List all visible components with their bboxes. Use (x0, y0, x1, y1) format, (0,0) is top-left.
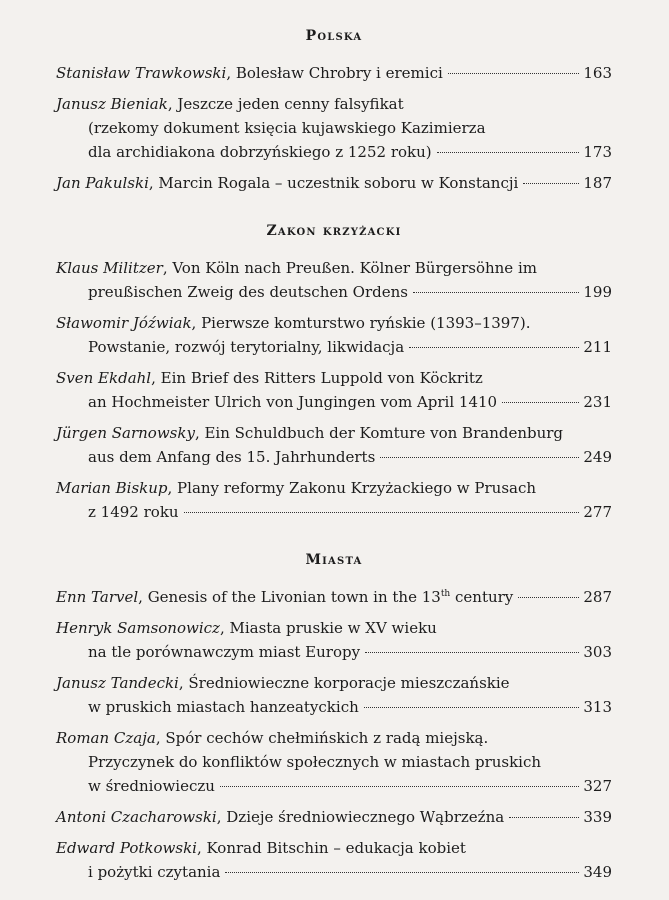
entry-line (56, 585, 612, 609)
section-title: Zakon krzyżacki (266, 223, 402, 239)
entry-line (56, 860, 612, 884)
entry-line (56, 171, 612, 195)
entry-text (56, 171, 518, 195)
section-title: Miasta (305, 552, 363, 568)
entry-title: , Średniowieczne korporacje mieszczańskie (178, 674, 510, 692)
page-number: 339 (583, 808, 612, 826)
page-number: 349 (583, 863, 612, 881)
entry-line (56, 140, 612, 164)
dot-leader (365, 652, 579, 653)
entry-title: , Bolesław Chrobry i eremici (226, 64, 443, 82)
page-number: 249 (583, 448, 612, 466)
entry-text (56, 421, 563, 445)
entry-title: , Genesis of the Livonian town in the 13 (138, 588, 441, 606)
entry-text (56, 61, 443, 85)
superscript: th (440, 589, 451, 599)
toc-entry (56, 171, 612, 195)
entry-line (56, 750, 612, 774)
entry-title: , Konrad Bitschin – edukacja kobiet (196, 839, 466, 857)
entry-line (56, 92, 612, 116)
entry-line (56, 726, 612, 750)
dot-leader (518, 597, 579, 598)
dot-leader (523, 183, 579, 184)
toc-entry (56, 92, 612, 164)
dot-leader (509, 817, 579, 818)
table-of-contents (56, 28, 612, 884)
entry-text (88, 774, 215, 798)
toc-entry (56, 311, 612, 359)
author-name: Edward Potkowski (56, 839, 197, 857)
entry-text (88, 500, 179, 524)
entry-title: preußischen Zweig des deutschen Ordens (88, 283, 408, 301)
page-number: 327 (583, 777, 612, 795)
entry-line (56, 640, 612, 664)
entry-text (88, 390, 497, 414)
entry-title: w pruskich miastach hanzeatyckich (88, 698, 359, 716)
entry-title: w średniowieczu (88, 777, 215, 795)
dot-leader (220, 786, 579, 787)
entry-title: , Miasta pruskie w XV wieku (219, 619, 437, 637)
entry-title: , Pierwsze komturstwo ryńskie (1393–1397). (191, 314, 531, 332)
author-name: Jürgen Sarnowsky (56, 424, 195, 442)
entry-title: an Hochmeister Ulrich von Jungingen vom April 1410 (88, 393, 498, 411)
toc-entry (56, 256, 612, 304)
entry-title: , Dzieje średniowiecznego Wąbrzeźna (216, 808, 505, 826)
entry-text (56, 585, 513, 609)
toc-entry (56, 616, 612, 664)
toc-entry (56, 421, 612, 469)
author-name: Sławomir Jóźwiak (56, 314, 192, 332)
entry-title: na tle porównawczym miast Europy (88, 643, 361, 661)
entry-line (56, 421, 612, 445)
entry-line (56, 390, 612, 414)
entry-line (56, 366, 612, 390)
author-name: Enn Tarvel (56, 588, 139, 606)
author-name: Stanisław Trawkowski (56, 64, 227, 82)
page-number: 287 (583, 588, 612, 606)
entry-text (88, 640, 360, 664)
entry-text (56, 476, 536, 500)
entry-line (56, 61, 612, 85)
page-number: 163 (583, 64, 612, 82)
dot-leader (437, 152, 580, 153)
page-number: 277 (583, 503, 612, 521)
dot-leader (413, 292, 579, 293)
entry-text (88, 750, 541, 774)
entry-text (88, 860, 220, 884)
entry-line (56, 500, 612, 524)
entry-line (56, 445, 612, 469)
entry-text (88, 140, 432, 164)
author-name: Henryk Samsonowicz (56, 619, 220, 637)
author-name: Klaus Militzer (56, 259, 163, 277)
toc-entry (56, 671, 612, 719)
entry-text (88, 116, 486, 140)
author-name: Marian Biskup (56, 479, 168, 497)
dot-leader (364, 707, 580, 708)
entry-line (56, 836, 612, 860)
entry-line (56, 280, 612, 304)
page-number: 211 (583, 338, 612, 356)
entry-title: i pożytki czytania (88, 863, 221, 881)
entry-text (56, 92, 404, 116)
entry-line (56, 805, 612, 829)
page-number: 313 (583, 698, 612, 716)
entry-line (56, 116, 612, 140)
entry-line (56, 335, 612, 359)
dot-leader (380, 457, 579, 458)
entry-title: z 1492 roku (88, 503, 179, 521)
page-number: 303 (583, 643, 612, 661)
author-name: Roman Czaja (56, 729, 156, 747)
page-number: 173 (583, 143, 612, 161)
toc-entry (56, 726, 612, 798)
entry-title: , Plany reformy Zakonu Krzyżackiego w Prusach (167, 479, 537, 497)
entry-title: , Jeszcze jeden cenny falsyfikat (167, 95, 404, 113)
section-title: Polska (305, 28, 363, 44)
entry-line (56, 256, 612, 280)
entry-title: , Ein Brief des Ritters Luppold von Köckritz (151, 369, 483, 387)
entry-title: , Spór cechów chełmińskich z radą miejską. (155, 729, 489, 747)
entry-line (56, 695, 612, 719)
page-number: 187 (583, 174, 612, 192)
entry-text (56, 671, 510, 695)
author-name: Janusz Tandecki (56, 674, 179, 692)
entry-title: dla archidiakona dobrzyńskiego z 1252 roku) (88, 143, 432, 161)
entry-line (56, 774, 612, 798)
entry-line (56, 311, 612, 335)
dot-leader (184, 512, 580, 513)
author-name: Jan Pakulski (56, 174, 149, 192)
entry-text (56, 836, 466, 860)
toc-entry (56, 836, 612, 884)
entry-text (56, 616, 437, 640)
page-number: 199 (583, 283, 612, 301)
entry-text (56, 311, 531, 335)
entry-title-cont: century (450, 588, 514, 606)
entry-text (56, 726, 488, 750)
author-name: Antoni Czacharowski (56, 808, 217, 826)
entry-title: Powstanie, rozwój terytorialny, likwidacja (88, 338, 405, 356)
entry-line (56, 616, 612, 640)
toc-entry (56, 585, 612, 609)
dot-leader (502, 402, 579, 403)
entry-title: aus dem Anfang des 15. Jahrhunderts (88, 448, 376, 466)
entry-text (56, 805, 504, 829)
entry-line (56, 476, 612, 500)
toc-entry (56, 805, 612, 829)
entry-line (56, 671, 612, 695)
dot-leader (225, 872, 579, 873)
entry-title: Przyczynek do konfliktów społecznych w miastach pruskich (88, 753, 542, 771)
entry-text (88, 445, 375, 469)
entry-title: , Ein Schuldbuch der Komture von Brandenburg (194, 424, 564, 442)
entry-title: (rzekomy dokument księcia kujawskiego Kazimierza (88, 119, 486, 137)
toc-entry (56, 61, 612, 85)
dot-leader (409, 347, 579, 348)
entry-text (88, 335, 404, 359)
entry-text (88, 280, 408, 304)
page-number: 231 (583, 393, 612, 411)
entry-title: , Von Köln nach Preußen. Kölner Bürgersöhne im (162, 259, 537, 277)
toc-entry (56, 366, 612, 414)
toc-entry (56, 476, 612, 524)
entry-text (56, 256, 537, 280)
entry-title: , Marcin Rogala – uczestnik soboru w Konstancji (148, 174, 519, 192)
dot-leader (448, 73, 580, 74)
entry-text (88, 695, 359, 719)
author-name: Janusz Bieniak (56, 95, 168, 113)
entry-text (56, 366, 483, 390)
author-name: Sven Ekdahl (56, 369, 152, 387)
